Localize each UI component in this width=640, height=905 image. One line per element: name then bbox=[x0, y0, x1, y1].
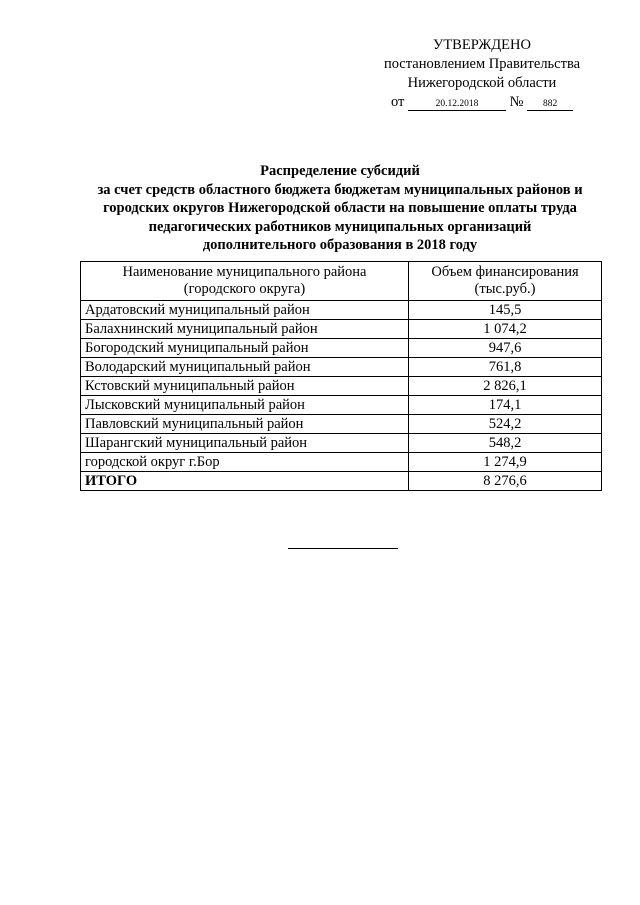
header-district bbox=[81, 262, 409, 301]
table-row bbox=[81, 415, 602, 434]
district-name: Павловский муниципальный район bbox=[81, 415, 409, 434]
end-divider bbox=[288, 548, 398, 549]
table-row bbox=[81, 453, 602, 472]
table-body bbox=[81, 301, 602, 491]
funding-amount: 947,6 bbox=[409, 339, 602, 358]
subsidy-table bbox=[80, 261, 602, 491]
total-label: ИТОГО bbox=[81, 472, 409, 491]
funding-amount: 548,2 bbox=[409, 434, 602, 453]
table-row bbox=[81, 301, 602, 320]
table-row bbox=[81, 377, 602, 396]
funding-amount: 761,8 bbox=[409, 358, 602, 377]
title-line: городских округов Нижегородской области на повышение оплаты труда bbox=[103, 200, 577, 217]
table-row bbox=[81, 339, 602, 358]
title-line: Распределение субсидий bbox=[260, 163, 420, 179]
approval-block bbox=[352, 36, 612, 112]
district-name: Лысковский муниципальный район bbox=[81, 396, 409, 415]
number-sign: № bbox=[509, 94, 524, 110]
number-value: 882 bbox=[527, 98, 573, 111]
title-line: за счет средств областного бюджета бюджетам муниципальных районов и bbox=[97, 181, 583, 198]
table-row bbox=[81, 320, 602, 339]
district-name: Балахнинский муниципальный район bbox=[81, 320, 409, 339]
funding-amount: 174,1 bbox=[409, 396, 602, 415]
total-row bbox=[81, 472, 602, 491]
district-name: Ардатовский муниципальный район bbox=[81, 301, 409, 320]
header-district-line: Наименование муниципального района bbox=[122, 264, 367, 280]
funding-amount: 145,5 bbox=[409, 301, 602, 320]
title-line: педагогических работников муниципальных организаций bbox=[148, 218, 532, 235]
title-line: дополнительного образования в 2018 году bbox=[202, 237, 478, 254]
funding-amount: 1 074,2 bbox=[409, 320, 602, 339]
header-amount-line: Объем финансирования bbox=[431, 264, 579, 280]
district-name: Шарангский муниципальный район bbox=[81, 434, 409, 453]
table-row bbox=[81, 358, 602, 377]
header-amount bbox=[409, 262, 602, 301]
district-name: городской округ г.Бор bbox=[81, 453, 409, 472]
district-name: Кстовский муниципальный район bbox=[81, 377, 409, 396]
approval-date-row bbox=[352, 93, 612, 112]
table-row bbox=[81, 396, 602, 415]
district-name: Богородский муниципальный район bbox=[81, 339, 409, 358]
date-value: 20.12.2018 bbox=[408, 98, 506, 111]
header-district-line: (городского округа) bbox=[183, 281, 306, 297]
table-row bbox=[81, 434, 602, 453]
document-title bbox=[78, 162, 602, 255]
funding-amount: 2 826,1 bbox=[409, 377, 602, 396]
funding-amount: 1 274,9 bbox=[409, 453, 602, 472]
table-header-row bbox=[81, 262, 602, 301]
approval-resolution-label: постановлением Правительства bbox=[383, 56, 581, 72]
total-amount: 8 276,6 bbox=[409, 472, 602, 491]
approval-heading: УТВЕРЖДЕНО bbox=[433, 37, 531, 53]
header-amount-line: (тыс.руб.) bbox=[474, 281, 536, 297]
funding-amount: 524,2 bbox=[409, 415, 602, 434]
district-name: Володарский муниципальный район bbox=[81, 358, 409, 377]
approval-region: Нижегородской области bbox=[407, 75, 557, 91]
date-prefix: от bbox=[390, 94, 405, 110]
